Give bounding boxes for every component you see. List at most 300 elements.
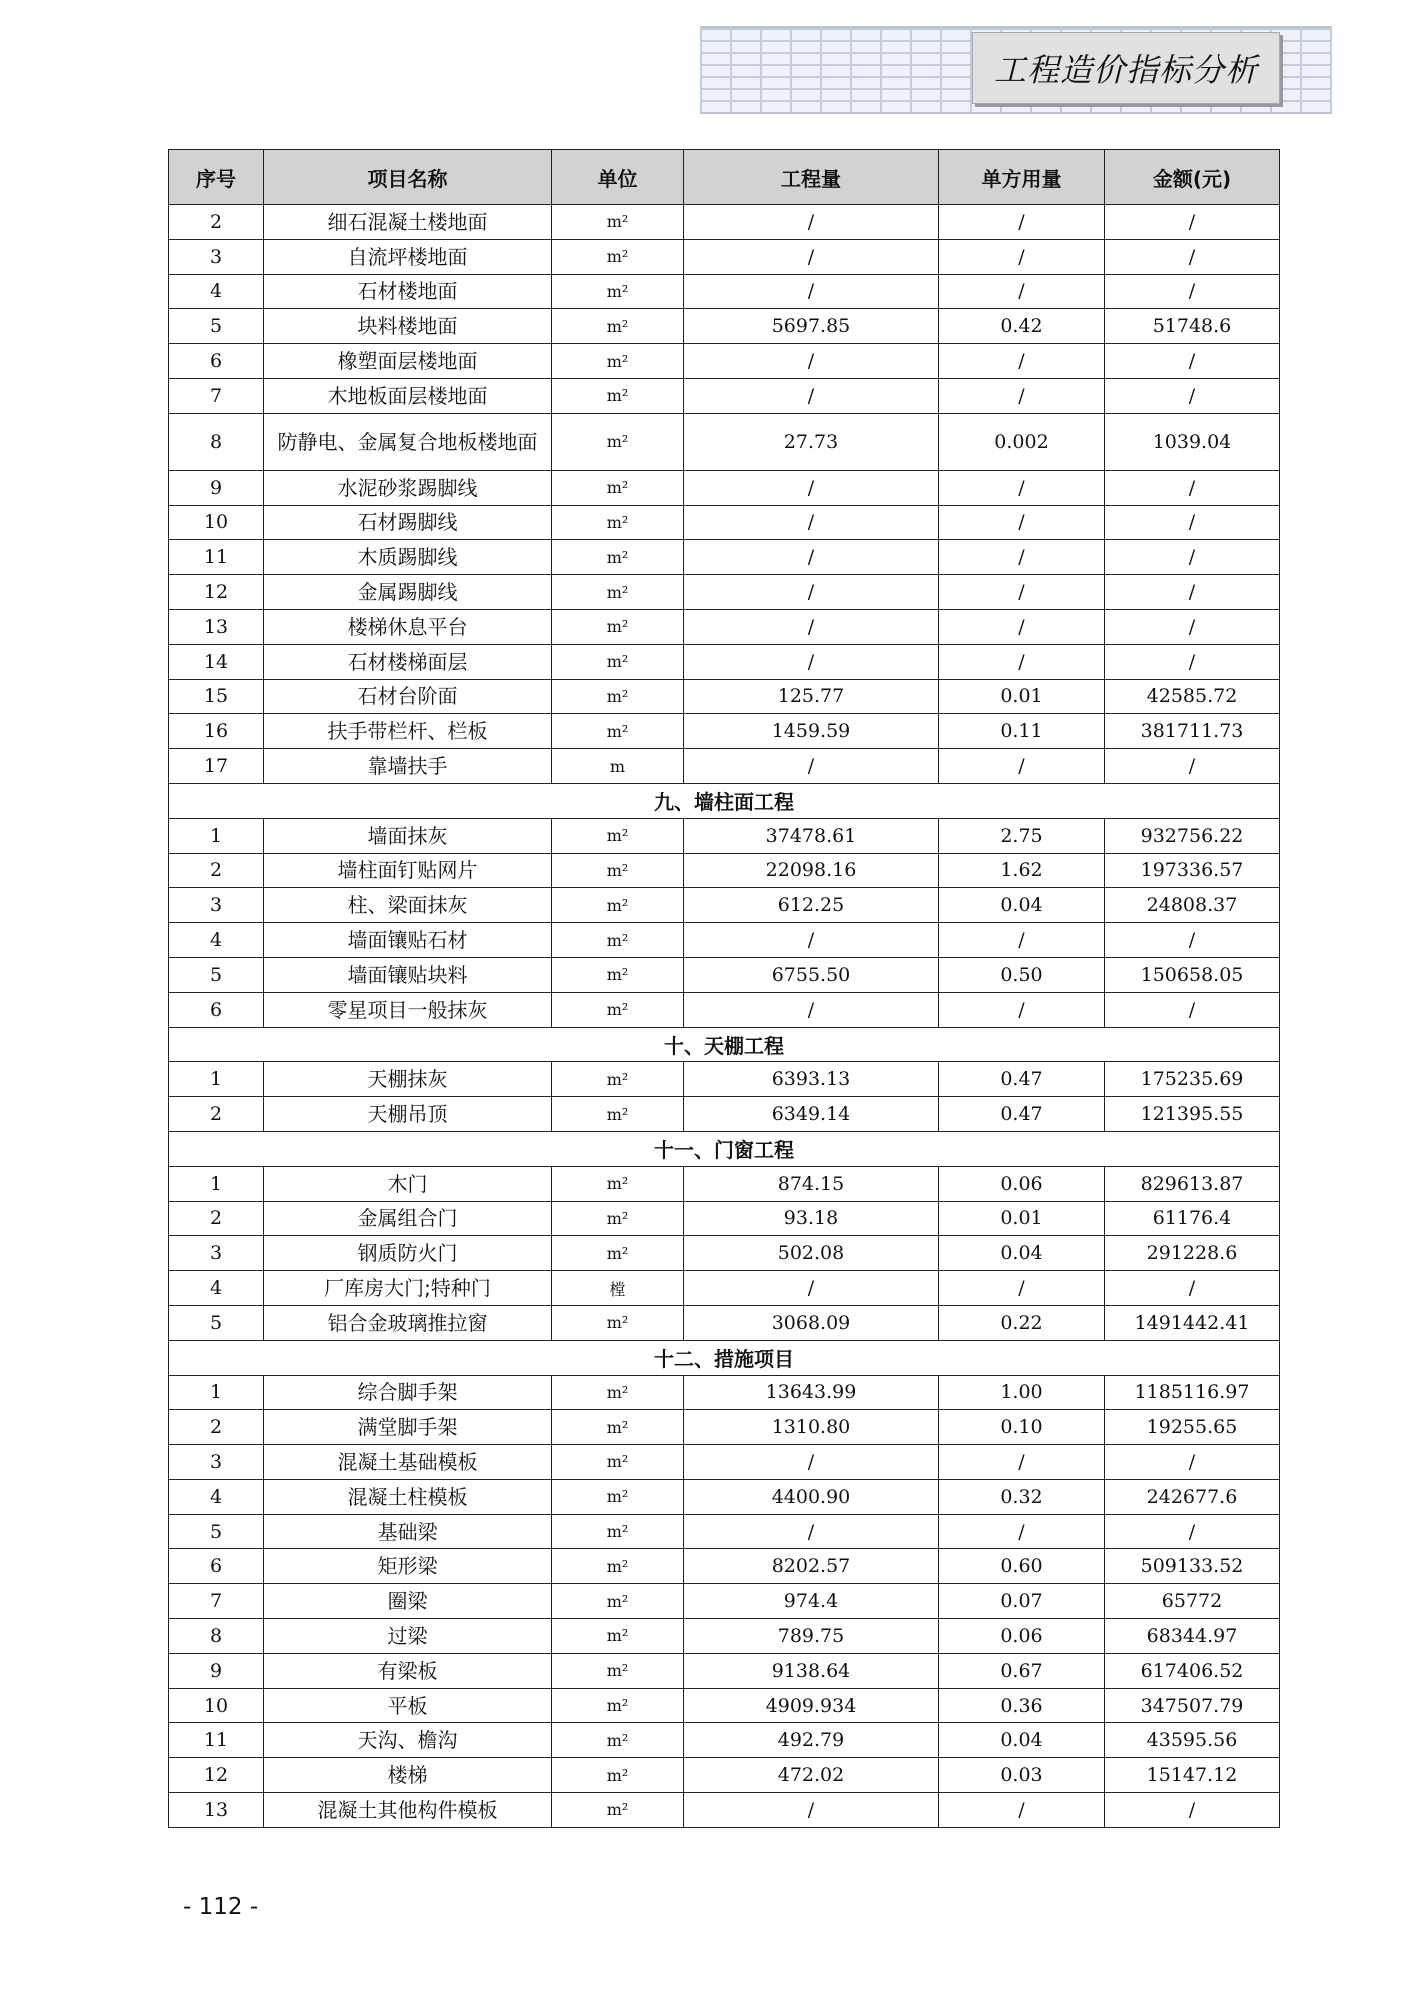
cell-per-unit: / xyxy=(939,992,1105,1027)
section-title: 十、天棚工程 xyxy=(169,1027,1280,1062)
cell-amount: 68344.97 xyxy=(1105,1619,1280,1654)
cell-quantity: 874.15 xyxy=(684,1166,939,1201)
table-header-row xyxy=(169,150,1280,205)
cell-no: 17 xyxy=(169,749,264,784)
table-row xyxy=(169,1549,1280,1584)
cell-unit: m² xyxy=(552,505,684,540)
cell-unit: m² xyxy=(552,1479,684,1514)
cell-name: 混凝土基础模板 xyxy=(264,1445,552,1480)
cell-quantity: 125.77 xyxy=(684,679,939,714)
cell-no: 5 xyxy=(169,957,264,992)
cell-name: 块料楼地面 xyxy=(264,309,552,344)
cell-per-unit: 0.67 xyxy=(939,1653,1105,1688)
cell-no: 13 xyxy=(169,609,264,644)
cell-unit: m² xyxy=(552,644,684,679)
cell-quantity: 5697.85 xyxy=(684,309,939,344)
cell-no: 3 xyxy=(169,1236,264,1271)
cell-quantity: / xyxy=(684,923,939,958)
cell-unit: m² xyxy=(552,923,684,958)
table-row xyxy=(169,888,1280,923)
cell-name: 圈梁 xyxy=(264,1584,552,1619)
table-row xyxy=(169,1688,1280,1723)
cell-name: 金属踢脚线 xyxy=(264,575,552,610)
col-header-no: 序号 xyxy=(169,150,264,205)
cell-per-unit: / xyxy=(939,274,1105,309)
section-row xyxy=(169,1340,1280,1375)
cell-quantity: 974.4 xyxy=(684,1584,939,1619)
cell-no: 12 xyxy=(169,575,264,610)
cell-per-unit: 0.03 xyxy=(939,1758,1105,1793)
page-title: 工程造价指标分析 xyxy=(993,51,1258,89)
cell-quantity: 9138.64 xyxy=(684,1653,939,1688)
cell-name: 橡塑面层楼地面 xyxy=(264,344,552,379)
cell-quantity: / xyxy=(684,239,939,274)
cell-per-unit: / xyxy=(939,344,1105,379)
cell-amount: / xyxy=(1105,1445,1280,1480)
cell-amount: / xyxy=(1105,239,1280,274)
cell-unit: m² xyxy=(552,1445,684,1480)
cell-quantity: 8202.57 xyxy=(684,1549,939,1584)
cell-no: 15 xyxy=(169,679,264,714)
cell-amount: / xyxy=(1105,1514,1280,1549)
cell-amount: / xyxy=(1105,1271,1280,1306)
cell-per-unit: 0.06 xyxy=(939,1166,1105,1201)
cell-amount: / xyxy=(1105,205,1280,240)
cell-quantity: 93.18 xyxy=(684,1201,939,1236)
cell-unit: m² xyxy=(552,575,684,610)
cell-quantity: 13643.99 xyxy=(684,1375,939,1410)
cell-quantity: / xyxy=(684,505,939,540)
cell-amount: 242677.6 xyxy=(1105,1479,1280,1514)
cell-per-unit: 0.42 xyxy=(939,309,1105,344)
cell-unit: m xyxy=(552,749,684,784)
cell-name: 钢质防火门 xyxy=(264,1236,552,1271)
cell-unit: m² xyxy=(552,1549,684,1584)
table-row xyxy=(169,1375,1280,1410)
cell-per-unit: 0.22 xyxy=(939,1305,1105,1340)
cell-quantity: 472.02 xyxy=(684,1758,939,1793)
cell-amount: / xyxy=(1105,378,1280,413)
cell-no: 7 xyxy=(169,378,264,413)
cell-no: 5 xyxy=(169,309,264,344)
cell-unit: m² xyxy=(552,1653,684,1688)
cell-amount: 291228.6 xyxy=(1105,1236,1280,1271)
cell-amount: / xyxy=(1105,470,1280,505)
cell-no: 3 xyxy=(169,239,264,274)
cell-per-unit: 0.47 xyxy=(939,1062,1105,1097)
cell-name: 墙面镶贴石材 xyxy=(264,923,552,958)
section-title: 十二、措施项目 xyxy=(169,1340,1280,1375)
table-row xyxy=(169,1410,1280,1445)
cell-amount: / xyxy=(1105,923,1280,958)
table-row xyxy=(169,1097,1280,1132)
table-body xyxy=(169,205,1280,1828)
cell-quantity: / xyxy=(684,1793,939,1828)
cell-per-unit: 0.04 xyxy=(939,1236,1105,1271)
table-row xyxy=(169,1619,1280,1654)
cell-unit: m² xyxy=(552,1584,684,1619)
cell-name: 木地板面层楼地面 xyxy=(264,378,552,413)
cell-name: 满堂脚手架 xyxy=(264,1410,552,1445)
table-row xyxy=(169,205,1280,240)
cell-no: 9 xyxy=(169,1653,264,1688)
table-row xyxy=(169,239,1280,274)
cell-unit: m² xyxy=(552,378,684,413)
cell-amount: / xyxy=(1105,575,1280,610)
cell-amount: 61176.4 xyxy=(1105,1201,1280,1236)
cell-no: 8 xyxy=(169,1619,264,1654)
cell-unit: m² xyxy=(552,992,684,1027)
cell-quantity: 37478.61 xyxy=(684,818,939,853)
table-row xyxy=(169,1758,1280,1793)
cell-no: 2 xyxy=(169,1410,264,1445)
table-row xyxy=(169,378,1280,413)
cell-amount: 1491442.41 xyxy=(1105,1305,1280,1340)
cell-unit: 樘 xyxy=(552,1271,684,1306)
cell-quantity: 1459.59 xyxy=(684,714,939,749)
cell-per-unit: / xyxy=(939,205,1105,240)
table-row xyxy=(169,714,1280,749)
cell-per-unit: / xyxy=(939,923,1105,958)
table-row xyxy=(169,413,1280,470)
col-header-quantity: 工程量 xyxy=(684,150,939,205)
table-row xyxy=(169,992,1280,1027)
section-title: 十一、门窗工程 xyxy=(169,1131,1280,1166)
cell-amount: 509133.52 xyxy=(1105,1549,1280,1584)
cell-amount: / xyxy=(1105,505,1280,540)
cell-per-unit: 0.36 xyxy=(939,1688,1105,1723)
cell-name: 厂库房大门;特种门 xyxy=(264,1271,552,1306)
table-row xyxy=(169,609,1280,644)
table-row xyxy=(169,923,1280,958)
cell-name: 混凝土其他构件模板 xyxy=(264,1793,552,1828)
cell-amount: 381711.73 xyxy=(1105,714,1280,749)
cell-no: 5 xyxy=(169,1305,264,1340)
cell-unit: m² xyxy=(552,1097,684,1132)
table-row xyxy=(169,749,1280,784)
cell-quantity: 4400.90 xyxy=(684,1479,939,1514)
cell-per-unit: / xyxy=(939,378,1105,413)
cell-unit: m² xyxy=(552,1688,684,1723)
cell-quantity: 612.25 xyxy=(684,888,939,923)
cell-amount: / xyxy=(1105,344,1280,379)
col-header-amount: 金额(元) xyxy=(1105,150,1280,205)
table-row xyxy=(169,540,1280,575)
cell-unit: m² xyxy=(552,1514,684,1549)
cell-quantity: / xyxy=(684,992,939,1027)
table-row xyxy=(169,1445,1280,1480)
cell-amount: 24808.37 xyxy=(1105,888,1280,923)
cell-unit: m² xyxy=(552,274,684,309)
cell-quantity: 4909.934 xyxy=(684,1688,939,1723)
table-row xyxy=(169,1653,1280,1688)
cell-quantity: 27.73 xyxy=(684,413,939,470)
cell-per-unit: / xyxy=(939,470,1105,505)
cell-name: 防静电、金属复合地板楼地面 xyxy=(264,413,552,470)
cell-unit: m² xyxy=(552,413,684,470)
table-row xyxy=(169,309,1280,344)
table-row xyxy=(169,644,1280,679)
table-row xyxy=(169,344,1280,379)
cell-amount: 42585.72 xyxy=(1105,679,1280,714)
cell-per-unit: 0.10 xyxy=(939,1410,1105,1445)
cell-amount: 932756.22 xyxy=(1105,818,1280,853)
cell-unit: m² xyxy=(552,609,684,644)
cell-unit: m² xyxy=(552,1793,684,1828)
cell-quantity: / xyxy=(684,378,939,413)
cell-per-unit: / xyxy=(939,1514,1105,1549)
cell-per-unit: / xyxy=(939,644,1105,679)
table-row xyxy=(169,1062,1280,1097)
cell-amount: / xyxy=(1105,1793,1280,1828)
table-row xyxy=(169,818,1280,853)
cell-quantity: 6755.50 xyxy=(684,957,939,992)
table-row xyxy=(169,1236,1280,1271)
cell-per-unit: / xyxy=(939,239,1105,274)
cell-unit: m² xyxy=(552,1236,684,1271)
cell-name: 楼梯休息平台 xyxy=(264,609,552,644)
cell-quantity: / xyxy=(684,1445,939,1480)
cell-no: 2 xyxy=(169,1097,264,1132)
cell-unit: m² xyxy=(552,540,684,575)
cell-unit: m² xyxy=(552,818,684,853)
cell-no: 11 xyxy=(169,540,264,575)
col-header-per-unit: 单方用量 xyxy=(939,150,1105,205)
cell-name: 细石混凝土楼地面 xyxy=(264,205,552,240)
table-row xyxy=(169,1305,1280,1340)
cell-name: 铝合金玻璃推拉窗 xyxy=(264,1305,552,1340)
cell-name: 石材踢脚线 xyxy=(264,505,552,540)
cell-name: 墙柱面钉贴网片 xyxy=(264,853,552,888)
cell-name: 天棚吊顶 xyxy=(264,1097,552,1132)
cell-quantity: 6393.13 xyxy=(684,1062,939,1097)
cell-no: 11 xyxy=(169,1723,264,1758)
cell-no: 2 xyxy=(169,853,264,888)
cell-amount: 197336.57 xyxy=(1105,853,1280,888)
cell-name: 扶手带栏杆、栏板 xyxy=(264,714,552,749)
cell-unit: m² xyxy=(552,1619,684,1654)
table-row xyxy=(169,957,1280,992)
cell-per-unit: 0.07 xyxy=(939,1584,1105,1619)
cell-quantity: / xyxy=(684,1514,939,1549)
cell-per-unit: 0.01 xyxy=(939,679,1105,714)
cell-amount: 175235.69 xyxy=(1105,1062,1280,1097)
cell-no: 1 xyxy=(169,1375,264,1410)
cell-amount: 150658.05 xyxy=(1105,957,1280,992)
cell-no: 12 xyxy=(169,1758,264,1793)
cell-amount: / xyxy=(1105,274,1280,309)
col-header-name: 项目名称 xyxy=(264,150,552,205)
cell-name: 木质踢脚线 xyxy=(264,540,552,575)
table-row xyxy=(169,575,1280,610)
cell-per-unit: / xyxy=(939,609,1105,644)
cell-no: 4 xyxy=(169,1479,264,1514)
cell-per-unit: / xyxy=(939,540,1105,575)
cell-no: 1 xyxy=(169,1166,264,1201)
cell-name: 木门 xyxy=(264,1166,552,1201)
cell-name: 基础梁 xyxy=(264,1514,552,1549)
table-row xyxy=(169,1584,1280,1619)
cell-unit: m² xyxy=(552,1375,684,1410)
cell-per-unit: 2.75 xyxy=(939,818,1105,853)
cell-unit: m² xyxy=(552,309,684,344)
cell-per-unit: 0.04 xyxy=(939,888,1105,923)
cell-name: 天沟、檐沟 xyxy=(264,1723,552,1758)
section-title: 九、墙柱面工程 xyxy=(169,783,1280,818)
cell-unit: m² xyxy=(552,714,684,749)
cell-no: 3 xyxy=(169,888,264,923)
cell-per-unit: / xyxy=(939,575,1105,610)
table-row xyxy=(169,470,1280,505)
cell-unit: m² xyxy=(552,1201,684,1236)
cell-name: 平板 xyxy=(264,1688,552,1723)
cell-name: 金属组合门 xyxy=(264,1201,552,1236)
cell-amount: 1185116.97 xyxy=(1105,1375,1280,1410)
cell-amount: / xyxy=(1105,749,1280,784)
cell-quantity: 3068.09 xyxy=(684,1305,939,1340)
cell-no: 4 xyxy=(169,1271,264,1306)
table-row xyxy=(169,1201,1280,1236)
cell-name: 自流坪楼地面 xyxy=(264,239,552,274)
cell-no: 6 xyxy=(169,344,264,379)
cell-quantity: / xyxy=(684,575,939,610)
cell-unit: m² xyxy=(552,470,684,505)
cell-per-unit: / xyxy=(939,1445,1105,1480)
cell-unit: m² xyxy=(552,679,684,714)
cell-name: 石材楼梯面层 xyxy=(264,644,552,679)
cell-no: 10 xyxy=(169,1688,264,1723)
cell-quantity: 22098.16 xyxy=(684,853,939,888)
cell-no: 4 xyxy=(169,274,264,309)
cell-quantity: / xyxy=(684,470,939,505)
cell-no: 6 xyxy=(169,992,264,1027)
cell-unit: m² xyxy=(552,1166,684,1201)
cell-name: 墙面抹灰 xyxy=(264,818,552,853)
cell-amount: 43595.56 xyxy=(1105,1723,1280,1758)
cell-no: 2 xyxy=(169,1201,264,1236)
cell-amount: / xyxy=(1105,540,1280,575)
section-row xyxy=(169,1027,1280,1062)
cell-name: 过梁 xyxy=(264,1619,552,1654)
cell-name: 石材楼地面 xyxy=(264,274,552,309)
cell-name: 天棚抹灰 xyxy=(264,1062,552,1097)
section-row xyxy=(169,1131,1280,1166)
cell-quantity: 6349.14 xyxy=(684,1097,939,1132)
cell-unit: m² xyxy=(552,1062,684,1097)
cell-unit: m² xyxy=(552,853,684,888)
cell-per-unit: / xyxy=(939,1271,1105,1306)
cell-unit: m² xyxy=(552,1410,684,1445)
cell-name: 靠墙扶手 xyxy=(264,749,552,784)
cell-per-unit: 0.04 xyxy=(939,1723,1105,1758)
cell-per-unit: / xyxy=(939,749,1105,784)
cell-no: 6 xyxy=(169,1549,264,1584)
cell-quantity: 492.79 xyxy=(684,1723,939,1758)
cell-name: 楼梯 xyxy=(264,1758,552,1793)
cell-no: 10 xyxy=(169,505,264,540)
cell-amount: / xyxy=(1105,644,1280,679)
cell-quantity: / xyxy=(684,344,939,379)
cell-unit: m² xyxy=(552,205,684,240)
cell-quantity: / xyxy=(684,274,939,309)
cell-no: 1 xyxy=(169,1062,264,1097)
cell-per-unit: 0.60 xyxy=(939,1549,1105,1584)
cell-unit: m² xyxy=(552,344,684,379)
table-row xyxy=(169,1271,1280,1306)
section-row xyxy=(169,783,1280,818)
table-row xyxy=(169,1514,1280,1549)
cell-no: 2 xyxy=(169,205,264,240)
cell-per-unit: 0.06 xyxy=(939,1619,1105,1654)
cell-no: 8 xyxy=(169,413,264,470)
cell-per-unit: 0.11 xyxy=(939,714,1105,749)
table-row xyxy=(169,853,1280,888)
cell-no: 13 xyxy=(169,1793,264,1828)
cost-index-table xyxy=(168,149,1280,1828)
cell-no: 5 xyxy=(169,1514,264,1549)
cell-no: 3 xyxy=(169,1445,264,1480)
cell-amount: 1039.04 xyxy=(1105,413,1280,470)
cell-no: 7 xyxy=(169,1584,264,1619)
cell-per-unit: 1.00 xyxy=(939,1375,1105,1410)
cell-no: 9 xyxy=(169,470,264,505)
cell-no: 16 xyxy=(169,714,264,749)
cell-quantity: 789.75 xyxy=(684,1619,939,1654)
cell-per-unit: 0.002 xyxy=(939,413,1105,470)
cell-name: 水泥砂浆踢脚线 xyxy=(264,470,552,505)
table-row xyxy=(169,679,1280,714)
cell-name: 混凝土柱模板 xyxy=(264,1479,552,1514)
cell-per-unit: 0.50 xyxy=(939,957,1105,992)
cell-amount: 829613.87 xyxy=(1105,1166,1280,1201)
cell-amount: 347507.79 xyxy=(1105,1688,1280,1723)
cell-name: 综合脚手架 xyxy=(264,1375,552,1410)
cell-per-unit: 0.47 xyxy=(939,1097,1105,1132)
cell-quantity: 502.08 xyxy=(684,1236,939,1271)
cell-quantity: / xyxy=(684,644,939,679)
cell-no: 14 xyxy=(169,644,264,679)
cell-unit: m² xyxy=(552,957,684,992)
cell-amount: 617406.52 xyxy=(1105,1653,1280,1688)
cell-unit: m² xyxy=(552,239,684,274)
cell-per-unit: 0.32 xyxy=(939,1479,1105,1514)
table-row xyxy=(169,1723,1280,1758)
cell-amount: 65772 xyxy=(1105,1584,1280,1619)
cell-no: 4 xyxy=(169,923,264,958)
cell-unit: m² xyxy=(552,1758,684,1793)
cell-per-unit: / xyxy=(939,1793,1105,1828)
cell-quantity: / xyxy=(684,609,939,644)
table-row xyxy=(169,505,1280,540)
cell-quantity: 1310.80 xyxy=(684,1410,939,1445)
cell-quantity: / xyxy=(684,749,939,784)
cell-unit: m² xyxy=(552,1305,684,1340)
cell-no: 1 xyxy=(169,818,264,853)
table-row xyxy=(169,1793,1280,1828)
table-row xyxy=(169,274,1280,309)
cell-quantity: / xyxy=(684,540,939,575)
cell-amount: / xyxy=(1105,992,1280,1027)
table-header xyxy=(169,150,1280,205)
cell-quantity: / xyxy=(684,1271,939,1306)
cell-amount: 121395.55 xyxy=(1105,1097,1280,1132)
cell-name: 墙面镶贴块料 xyxy=(264,957,552,992)
page-number: - 112 - xyxy=(183,1894,259,1920)
col-header-unit: 单位 xyxy=(552,150,684,205)
table-row xyxy=(169,1166,1280,1201)
cell-name: 零星项目一般抹灰 xyxy=(264,992,552,1027)
cell-unit: m² xyxy=(552,1723,684,1758)
